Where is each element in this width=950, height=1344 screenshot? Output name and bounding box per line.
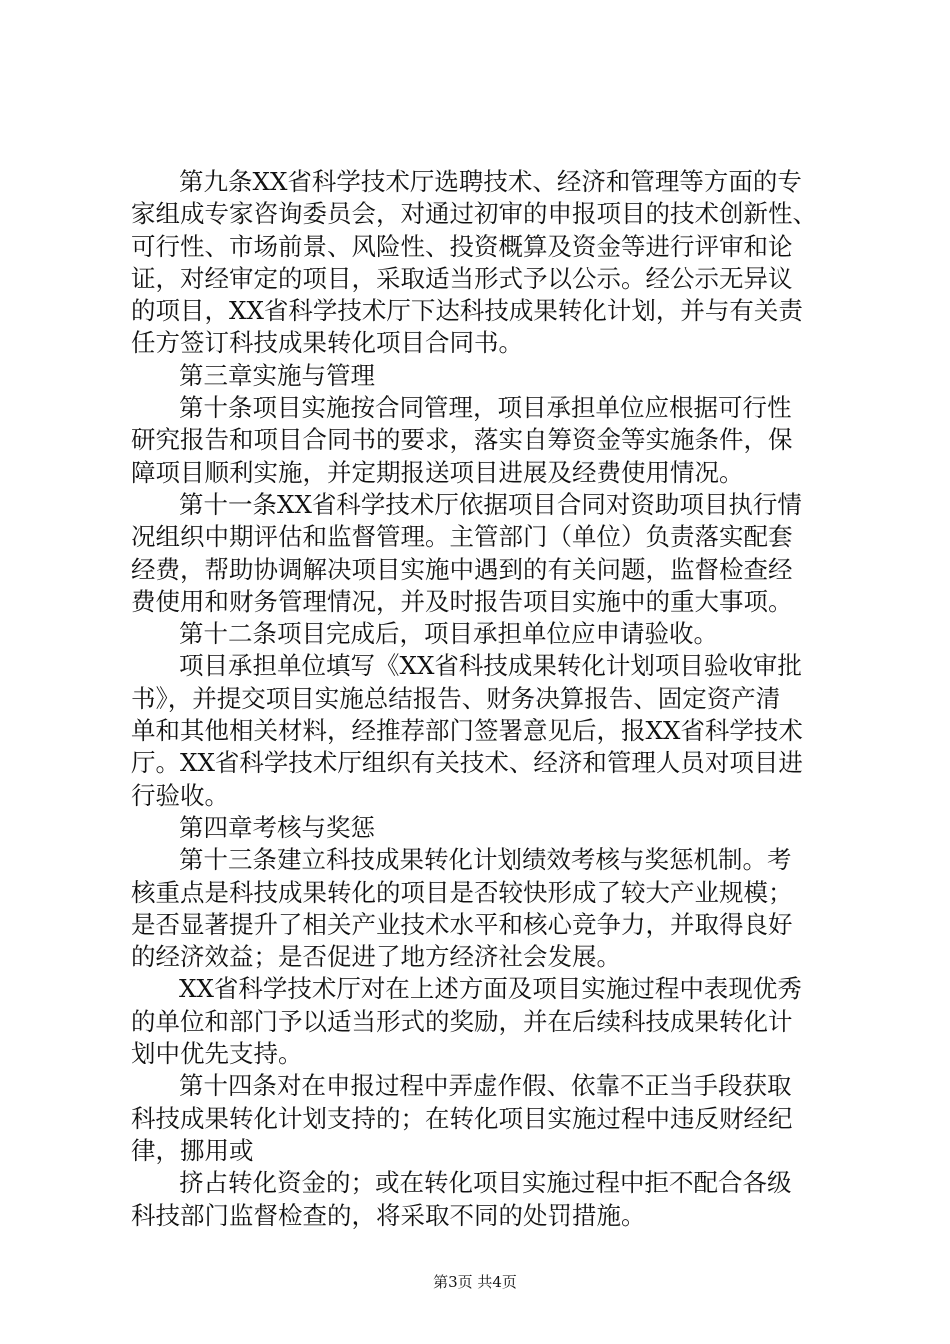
page-footer: 第3页 共4页: [433, 1273, 517, 1291]
text-line: 挤占转化资金的；或在转化项目实施过程中拒不配合各级: [179, 1168, 792, 1198]
text-line: 的项目，XX省科学技术厅下达科技成果转化计划，并与有关责: [131, 296, 803, 326]
text-line: 费使用和财务管理情况，并及时报告项目实施中的重大事项。: [131, 586, 793, 616]
text-line: 厅。XX省科学技术厅组织有关技术、经济和管理人员对项目进: [131, 748, 803, 778]
text-line: 单和其他相关材料，经推荐部门签署意见后，报XX省科学技术: [131, 716, 803, 746]
text-line: 书》，并提交项目实施总结报告、财务决算报告、固定资产清: [131, 683, 781, 713]
text-line: 第四章考核与奖惩: [179, 812, 375, 842]
text-line: 项目承担单位填写《XX省科技成果转化计划项目验收审批: [179, 651, 802, 681]
text-line: 况组织中期评估和监督管理。主管部门（单位）负责落实配套: [131, 522, 793, 552]
text-line: XX省科学技术厅对在上述方面及项目实施过程中表现优秀: [179, 974, 802, 1004]
text-line: 第十三条建立科技成果转化计划绩效考核与奖惩机制。考: [179, 845, 792, 875]
text-line: 划中优先支持。: [131, 1039, 303, 1069]
text-line: 行验收。: [131, 780, 229, 810]
text-line: 经费，帮助协调解决项目实施中遇到的有关问题，监督检查经: [131, 554, 793, 584]
text-line: 律，挪用或: [131, 1135, 254, 1165]
text-line: 可行性、市场前景、风险性、投资概算及资金等进行评审和论: [131, 231, 793, 261]
text-line: 第三章实施与管理: [179, 360, 375, 390]
text-line: 科技成果转化计划支持的；在转化项目实施过程中违反财经纪: [131, 1103, 793, 1133]
text-line: 证，对经审定的项目，采取适当形式予以公示。经公示无异议: [131, 263, 793, 293]
text-line: 研究报告和项目合同书的要求，落实自筹资金等实施条件，保: [131, 425, 793, 455]
text-line: 第九条XX省科学技术厅选聘技术、经济和管理等方面的专: [179, 167, 802, 196]
text-line: 第十一条XX省科学技术厅依据项目合同对资助项目执行情: [179, 489, 802, 519]
text-line: 第十四条对在申报过程中弄虚作假、依靠不正当手段获取: [179, 1071, 792, 1101]
text-line: 的经济效益；是否促进了地方经济社会发展。: [131, 942, 621, 972]
text-line: 核重点是科技成果转化的项目是否较快形成了较大产业规模；: [131, 877, 793, 907]
text-line: 的单位和部门予以适当形式的奖励，并在后续科技成果转化计: [131, 1006, 793, 1036]
text-line: 科技部门监督检查的，将采取不同的处罚措施。: [131, 1200, 646, 1230]
text-line: 障项目顺利实施，并定期报送项目进展及经费使用情况。: [131, 457, 744, 487]
text-line: 家组成专家咨询委员会，对通过初审的申报项目的技术创新性、: [131, 199, 817, 229]
text-line: 是否显著提升了相关产业技术水平和核心竞争力，并取得良好: [131, 909, 793, 939]
text-line: 任方签订科技成果转化项目合同书。: [131, 328, 523, 358]
text-line: 第十条项目实施按合同管理，项目承担单位应根据可行性: [179, 393, 792, 423]
text-line: 第十二条项目完成后，项目承担单位应申请验收。: [179, 619, 718, 649]
document-body: [131, 166, 833, 1232]
